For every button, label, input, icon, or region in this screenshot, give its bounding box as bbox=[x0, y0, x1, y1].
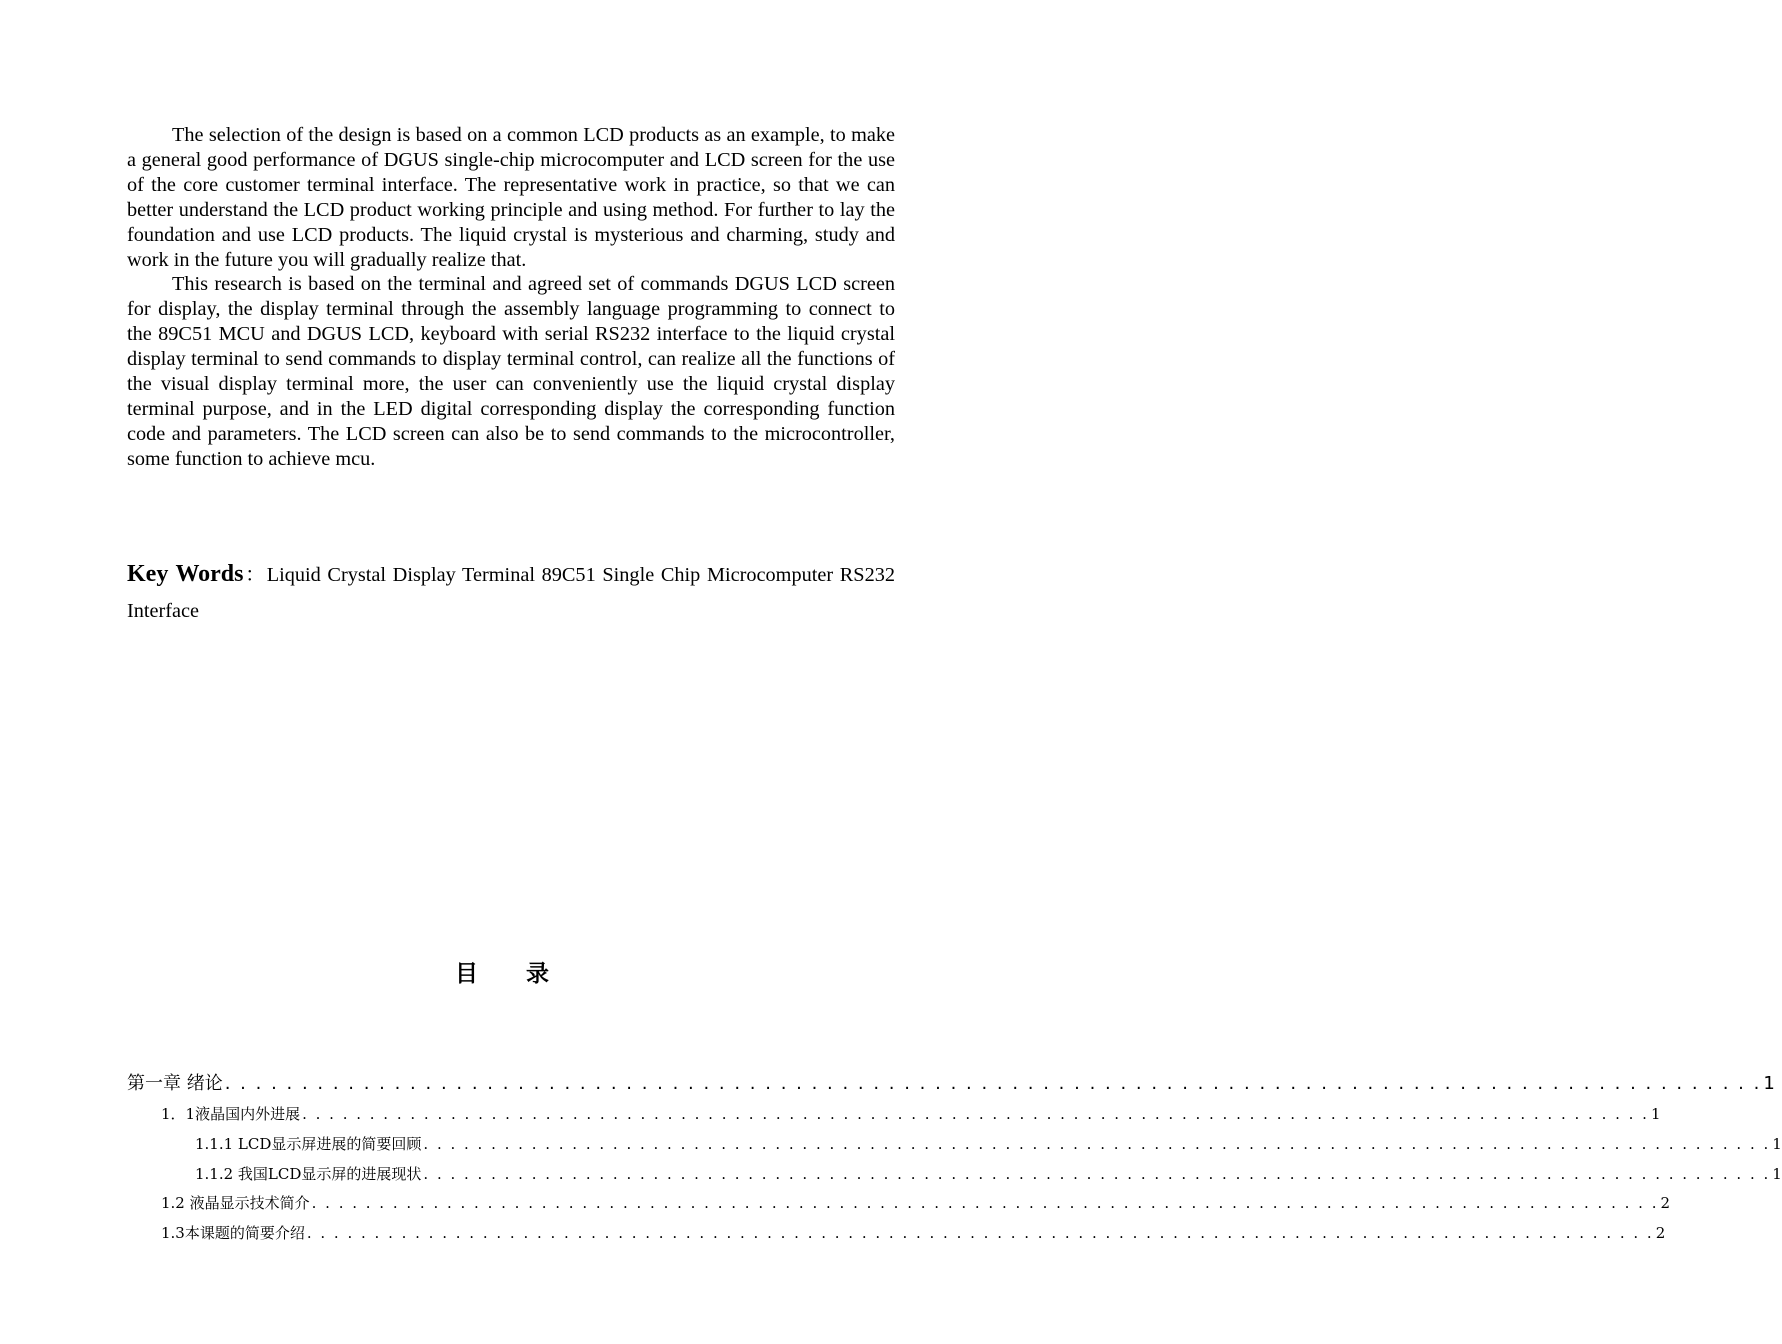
toc-leader-dots: . . . . . . . . . . . . . . . . . . . . . . . . . . . . . . . . . . . . . . . . . . . . . . . . . . . . . . . . . . . . . . . . . . . . . . . . . . . . . . . . . . . . . . . . . . . . . . . . . . . . bbox=[302, 1105, 1649, 1123]
toc-entry-1-1-1[interactable] bbox=[195, 1133, 1782, 1154]
toc-entry-1-3[interactable] bbox=[161, 1222, 1666, 1243]
toc-leader-dots: . . . . . . . . . . . . . . . . . . . . . . . . . . . . . . . . . . . . . . . . . . . . . . . . . . . . . . . . . . . . . . . . . . . . . . . . . . . . . . . . . . . . . . . . . . . . . . . . . . . . bbox=[423, 1135, 1771, 1153]
toc-entry-text: 第一章 绪论 bbox=[127, 1073, 223, 1094]
toc-entry-text: 1．1液晶国内外进展 bbox=[161, 1105, 301, 1123]
toc-entry-1-1[interactable] bbox=[161, 1103, 1661, 1124]
toc-entry-page: 1 bbox=[1763, 1073, 1775, 1094]
toc-entry-page: 1 bbox=[1772, 1165, 1782, 1183]
keywords-line bbox=[127, 556, 895, 629]
keywords-separator: ： bbox=[243, 564, 267, 586]
toc-entry-page: 2 bbox=[1660, 1194, 1671, 1212]
toc-entry-chapter-1[interactable] bbox=[127, 1069, 1775, 1095]
toc-entry-1-2[interactable] bbox=[161, 1192, 1671, 1213]
keywords-label: Key Words bbox=[127, 561, 244, 587]
toc-entry-text: 1.1.1 LCD显示屏进展的简要回顾 bbox=[195, 1135, 422, 1153]
toc-entry-page: 2 bbox=[1655, 1224, 1666, 1242]
toc-entry-text: 1.3本课题的简要介绍 bbox=[161, 1224, 305, 1242]
toc-leader-dots: . . . . . . . . . . . . . . . . . . . . . . . . . . . . . . . . . . . . . . . . . . . . . . . . . . . . . . . . . . . . . . . . . . . . . . . . . . . . . . . . . . . . . . . . . . . . . . . . . . . . bbox=[423, 1165, 1771, 1183]
abstract-paragraph-2: This research is based on the terminal and agreed set of commands DGUS LCD screen for display, the display terminal through the assembly language programming to connect to the 89C51 MCU and DGUS LCD, keyboard with serial RS232 interface to the liquid crystal display terminal to send commands to display terminal control, can realize all the functions of the visual display terminal more, the user can conveniently use the liquid crystal display terminal purpose, and in the LED digital corresponding display the corresponding function code and parameters. The LCD screen can also be to send commands to the microcontroller, some function to achieve mcu. bbox=[127, 273, 895, 470]
toc-leader-dots: . . . . . . . . . . . . . . . . . . . . . . . . . . . . . . . . . . . . . . . . . . . . . . . . . . . . . . . . . . . . . . . . . . . . . . . . . . . . . . . . . . . . . . . . . . . . . . . . . . . . bbox=[311, 1194, 1659, 1212]
toc-leader-dots: . . . . . . . . . . . . . . . . . . . . . . . . . . . . . . . . . . . . . . . . . . . . . . . . . . . . . . . . . . . . . . . . . . . . . . . . . . . . . . . . . . . . . . . . . . . . . . . . . . . . bbox=[224, 1073, 1762, 1094]
toc-entry-1-1-2[interactable] bbox=[195, 1163, 1782, 1184]
toc-entry-text: 1.1.2 我国LCD显示屏的进展现状 bbox=[195, 1165, 422, 1183]
keywords-text: Liquid Crystal Display Terminal 89C51 Single Chip Microcomputer RS232 Interface bbox=[127, 564, 896, 622]
abstract-body bbox=[127, 123, 895, 472]
toc-leader-dots: . . . . . . . . . . . . . . . . . . . . . . . . . . . . . . . . . . . . . . . . . . . . . . . . . . . . . . . . . . . . . . . . . . . . . . . . . . . . . . . . . . . . . . . . . . . . . . . . . . . . bbox=[306, 1224, 1654, 1242]
toc-entry-page: 1 bbox=[1650, 1105, 1661, 1123]
toc-title: 目 录 bbox=[454, 961, 569, 987]
toc-entry-text: 1.2 液晶显示技术简介 bbox=[161, 1194, 310, 1212]
toc-entry-page: 1 bbox=[1772, 1135, 1782, 1153]
abstract-paragraph-1: The selection of the design is based on a common LCD products as an example, to make a general good performance of DGUS single-chip microcomputer and LCD screen for the use of the core customer terminal interface. The representative work in practice, so that we can better understand the LCD product working principle and using method. For further to lay the foundation and use LCD products. The liquid crystal is mysterious and charming, study and work in the future you will gradually realize that. bbox=[127, 124, 895, 271]
